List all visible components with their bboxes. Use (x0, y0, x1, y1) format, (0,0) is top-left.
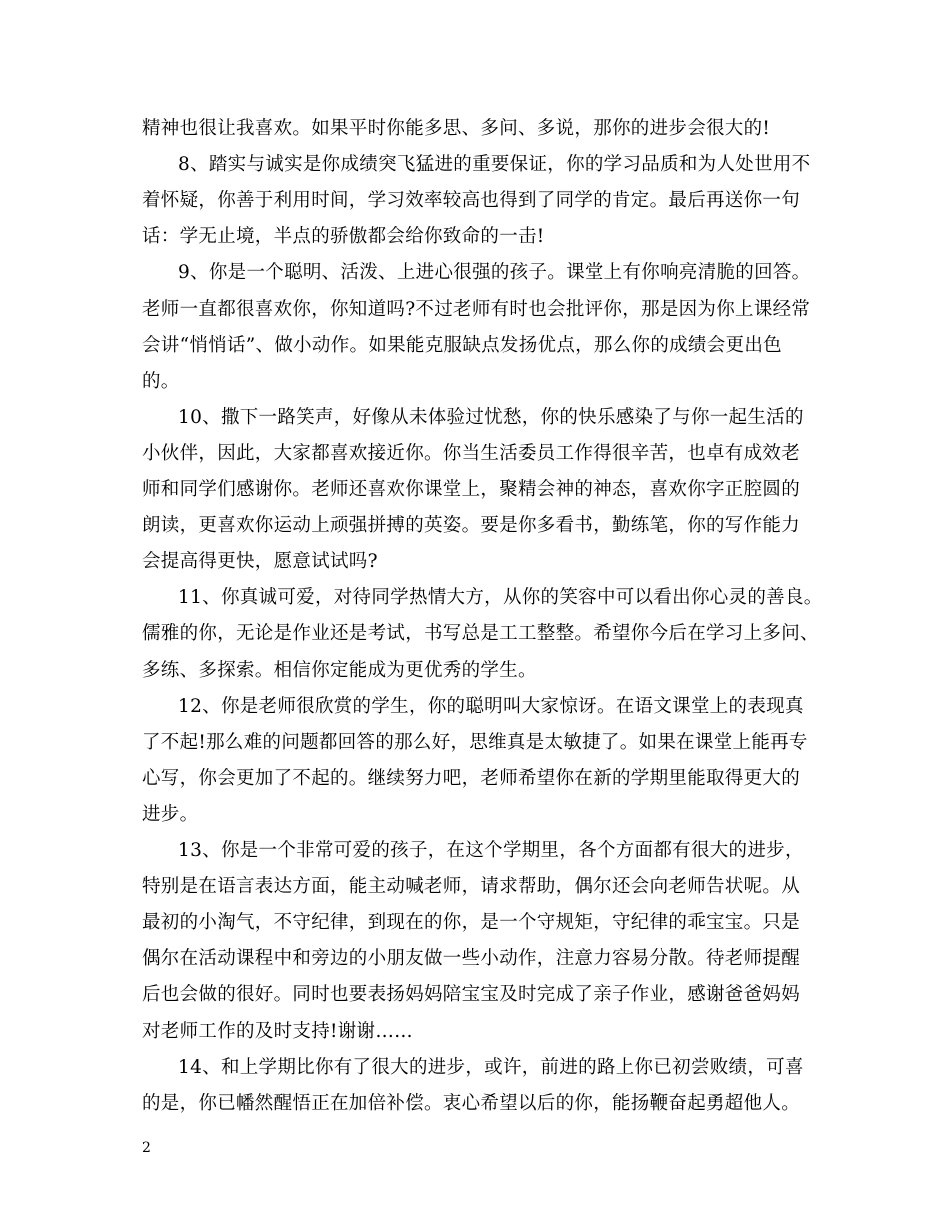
text-line: 话：学无止境，半点的骄傲都会给你致命的一击! (142, 226, 545, 248)
text-line: 着怀疑，你善于利用时间，学习效率较高也得到了同学的肯定。最后再送你一句 (142, 190, 801, 212)
text-line: 最初的小淘气，不守纪律，到现在的你，是一个守规矩，守纪律的乖宝宝。只是 (142, 912, 801, 934)
text-line: 9、你是一个聪明、活泼、上进心很强的孩子。课堂上有你响亮清脆的回答。 (178, 262, 811, 284)
text-line: 对老师工作的及时支持!谢谢…… (142, 1020, 413, 1042)
text-line: 会讲“悄悄话”、做小动作。如果能克服缺点发扬优点，那么你的成绩会更出色 (142, 334, 782, 356)
text-line: 后也会做的很好。同时也要表扬妈妈陪宝宝及时完成了亲子作业，感谢爸爸妈妈 (142, 984, 801, 1006)
text-line: 的。 (142, 370, 180, 392)
text-line: 11、你真诚可爱，对待同学热情大方，从你的笑容中可以看出你心灵的善良。 (178, 587, 823, 609)
text-line: 进步。 (142, 803, 199, 825)
text-line: 了不起!那么难的问题都回答的那么好，思维真是太敏捷了。如果在课堂上能再专 (142, 731, 808, 753)
text-line: 14、和上学期比你有了很大的进步，或许，前进的路上你已初尝败绩，可喜 (178, 1056, 804, 1078)
text-line: 会提高得更快，愿意试试吗? (142, 551, 378, 573)
text-line: 的是，你已幡然醒悟正在加倍补偿。衷心希望以后的你，能扬鞭奋起勇超他人。 (142, 1092, 801, 1114)
text-line: 10、撒下一路笑声，好像从未体验过忧愁，你的快乐感染了与你一起生活的 (178, 406, 804, 428)
page-number: 2 (142, 1140, 151, 1156)
text-line: 师和同学们感谢你。老师还喜欢你课堂上，聚精会神的神态，喜欢你字正腔圆的 (142, 479, 801, 500)
text-line: 儒雅的你，无论是作业还是考试，书写总是工工整整。希望你今后在学习上多问、 (142, 623, 819, 645)
text-line: 8、踏实与诚实是你成绩突飞猛进的重要保证，你的学习品质和为人处世用不 (178, 154, 811, 176)
text-line: 朗读，更喜欢你运动上顽强拼搏的英姿。要是你多看书，勤练笔，你的写作能力 (142, 515, 801, 537)
text-line: 偶尔在活动课程中和旁边的小朋友做一些小动作，注意力容易分散。待老师提醒 (142, 948, 801, 970)
text-line: 特别是在语言表达方面，能主动喊老师，请求帮助，偶尔还会向老师告状呢。从 (142, 876, 801, 898)
text-line: 心写，你会更加了不起的。继续努力吧，老师希望你在新的学期里能取得更大的 (142, 767, 801, 789)
text-line: 13、你是一个非常可爱的孩子，在这个学期里，各个方面都有很大的进步， (178, 840, 804, 861)
text-line: 老师一直都很喜欢你，你知道吗?不过老师有时也会批评你，那是因为你上课经常 (142, 298, 811, 320)
text-line: 多练、多探索。相信你定能成为更优秀的学生。 (142, 659, 537, 681)
text-line: 精神也很让我喜欢。如果平时你能多思、多问、多说，那你的进步会很大的! (142, 118, 771, 139)
text-line: 小伙伴，因此，大家都喜欢接近你。你当生活委员工作得很辛苦，也卓有成效老 (142, 442, 801, 464)
text-line: 12、你是老师很欣赏的学生，你的聪明叫大家惊讶。在语文课堂上的表现真 (178, 695, 804, 717)
